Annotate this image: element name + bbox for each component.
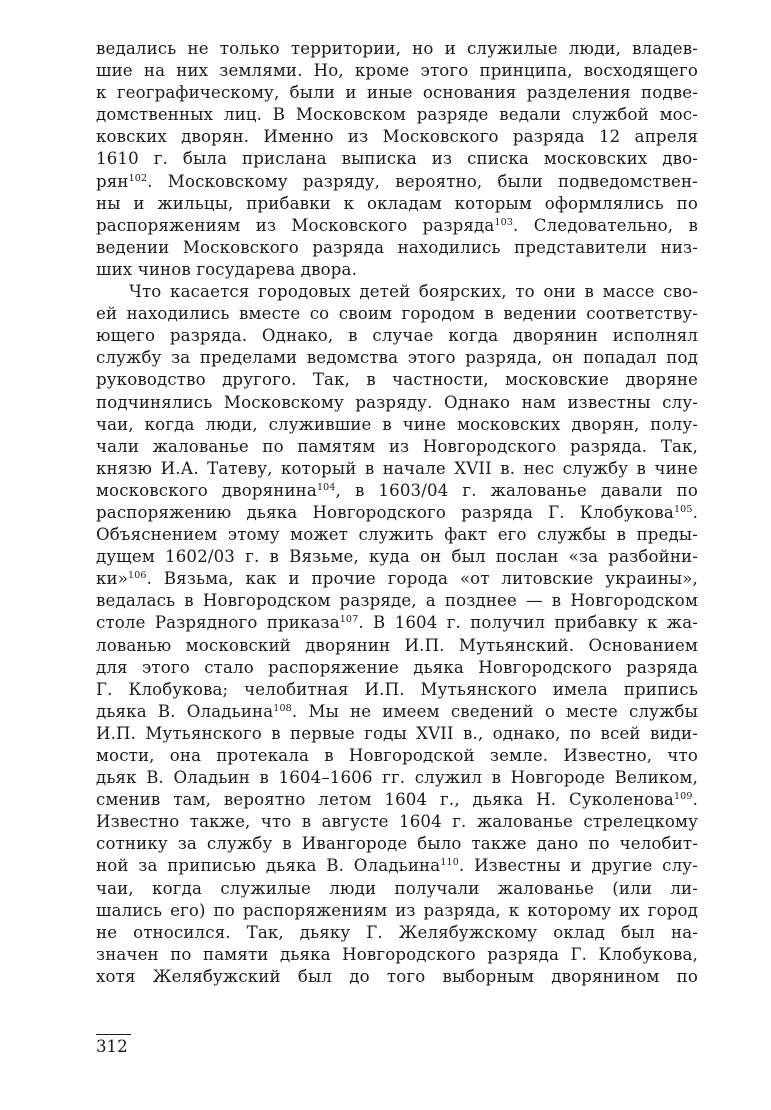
footnote-ref: 106 (128, 570, 147, 582)
text-line (96, 701, 698, 723)
body-text (96, 38, 698, 988)
text-line (96, 60, 698, 82)
text-segment: лованью московский дворянин И.П. Мутьянский. Основанием (96, 635, 698, 655)
text-line (96, 546, 698, 568)
text-line (96, 900, 698, 922)
text-segment: распоряжениям из Московского разряда (96, 215, 495, 235)
text-line (96, 568, 698, 590)
text-line (96, 215, 698, 237)
text-segment: дьяк В. Оладьин в 1604–1606 гг. служил в Новгороде Великом, (96, 768, 698, 788)
text-line (96, 966, 698, 988)
page-number: 312 (96, 1037, 128, 1056)
text-line (96, 392, 698, 414)
text-segment: ведалась в Новгородском разряде, а позднее — в Новгородском (96, 591, 698, 611)
text-segment: . Вязьма, как и прочие города «от литовские украины», (146, 569, 698, 589)
text-line (96, 458, 698, 480)
text-line (96, 789, 698, 811)
text-line (96, 723, 698, 745)
text-segment: . В 1604 г. получил прибавку к жа- (358, 613, 698, 633)
text-segment: дьяка В. Оладьина (96, 701, 274, 721)
text-line (96, 38, 698, 60)
text-line (96, 922, 698, 944)
text-segment: распоряжению дьяка Новгородского разряда Г. Клобукова (96, 502, 674, 522)
text-segment: . (692, 502, 698, 522)
text-segment: домственных лиц. В Московском разряде ведали службой мос- (96, 105, 698, 125)
footnote-ref: 108 (273, 702, 292, 714)
text-line (96, 369, 698, 391)
text-segment: . Известны и другие слу- (458, 856, 698, 876)
text-line (96, 82, 698, 104)
text-line (96, 148, 698, 170)
text-segment: И.П. Мутьянского в первые годы XVII в., однако, по всей види- (96, 723, 698, 743)
text-segment: чаи, когда служилые люди получали жалованье (или ли- (96, 878, 698, 898)
text-line (96, 590, 698, 612)
text-line (96, 259, 698, 281)
text-segment: Что касается городовых детей боярских, то они в массе сво- (129, 282, 698, 302)
footnote-ref: 109 (673, 791, 693, 803)
footnote-ref: 103 (494, 216, 514, 228)
text-segment: шались его) по распоряжениям из разряда, к которому их город (96, 900, 698, 920)
text-segment: не относился. Так, дьяку Г. Желябужскому оклад был на- (96, 922, 698, 942)
text-line (96, 303, 698, 325)
text-segment: значен по памяти дьяка Новгородского разряда Г. Клобукова, (96, 944, 698, 964)
text-segment: . (692, 790, 698, 810)
text-segment: московского дворянина (96, 480, 317, 500)
text-line (96, 944, 698, 966)
text-segment: 1610 г. была прислана выписка из списка московских дво- (96, 149, 698, 169)
text-line (96, 104, 698, 126)
text-segment: ведались не только территории, но и служилые люди, владев- (96, 39, 698, 58)
text-segment: ших чинов государева двора. (96, 259, 358, 279)
text-segment: Объяснением этому может служить факт его службы в преды- (96, 525, 698, 545)
footnote-ref: 105 (673, 503, 693, 515)
text-segment: ведении Московского разряда находились представители низ- (96, 237, 698, 257)
text-segment: подчинялись Московскому разряду. Однако нам известны слу- (96, 392, 698, 412)
text-segment: шие на них землями. Но, кроме этого принципа, восходящего (96, 61, 698, 81)
text-segment: сотнику за службу в Ивангороде было также дано по челобит- (96, 834, 698, 854)
text-segment: рян (96, 171, 129, 191)
text-segment: князю И.А. Татеву, который в начале XVII в. нес службу в чине (96, 458, 698, 478)
text-line (96, 436, 698, 458)
text-segment: чали жалованье по памятям из Новгородского разряда. Так, (96, 436, 698, 456)
text-line (96, 855, 698, 877)
text-segment: сменив там, вероятно летом 1604 г., дьяка Н. Суколенова (96, 790, 674, 810)
text-line (96, 281, 698, 303)
text-line (96, 126, 698, 148)
text-segment: Г. Клобукова; челобитная И.П. Мутьянского имела припись (96, 679, 698, 699)
footnote-ref: 110 (440, 857, 459, 869)
text-line (96, 767, 698, 789)
text-segment: службу за пределами ведомства этого разряда, он попадал под (96, 348, 698, 368)
text-segment: Известно также, что в августе 1604 г. жалованье стрелецкому (96, 812, 698, 832)
text-segment: для этого стало распоряжение дьяка Новгородского разряда (96, 657, 698, 677)
text-segment: . Мы не имеем сведений о месте службы (291, 701, 698, 721)
text-segment: дущем 1602/03 г. в Вязьме, куда он был послан «за разбойни- (96, 547, 698, 567)
text-line (96, 612, 698, 634)
footnote-ref: 102 (128, 172, 148, 184)
text-segment: столе Разрядного приказа (96, 613, 340, 633)
text-segment: ей находились вместе со своим городом в ведении соответству- (96, 304, 698, 324)
text-segment: к географическому, были и иные основания разделения подве- (96, 83, 698, 103)
text-line (96, 480, 698, 502)
page-number-rule (96, 1034, 131, 1035)
text-segment: . Московскому разряду, вероятно, были подведомствен- (147, 171, 698, 191)
text-segment: ной за приписью дьяка В. Оладьина (96, 856, 441, 876)
text-line (96, 878, 698, 900)
text-line (96, 524, 698, 546)
text-segment: мости, она протекала в Новгородской земле. Известно, что (96, 746, 698, 765)
text-segment: ющего разряда. Однако, в случае когда дворянин исполнял (96, 326, 698, 346)
text-segment: ны и жильцы, прибавки к окладам которым оформлялись по (96, 193, 698, 213)
text-segment: хотя Желябужский был до того выборным дворянином по (96, 966, 698, 986)
text-segment: , в 1603/04 г. жалованье давали по (335, 480, 698, 500)
text-line (96, 745, 698, 767)
text-segment: . Следовательно, в (513, 215, 698, 235)
footnote-ref: 107 (339, 614, 359, 626)
text-segment: чаи, когда люди, служившие в чине московских дворян, полу- (96, 414, 698, 434)
text-line (96, 502, 698, 524)
text-line (96, 833, 698, 855)
text-line (96, 325, 698, 347)
text-line (96, 237, 698, 259)
text-line (96, 171, 698, 193)
text-segment: ки» (96, 569, 129, 589)
text-line (96, 679, 698, 701)
text-line (96, 193, 698, 215)
text-segment: ковских дворян. Именно из Московского разряда 12 апреля (96, 127, 698, 147)
text-segment: руководство другого. Так, в частности, московские дворяне (96, 370, 698, 390)
text-line (96, 635, 698, 657)
text-line (96, 657, 698, 679)
text-line (96, 414, 698, 436)
text-line (96, 811, 698, 833)
footnote-ref: 104 (316, 481, 336, 493)
text-line (96, 347, 698, 369)
